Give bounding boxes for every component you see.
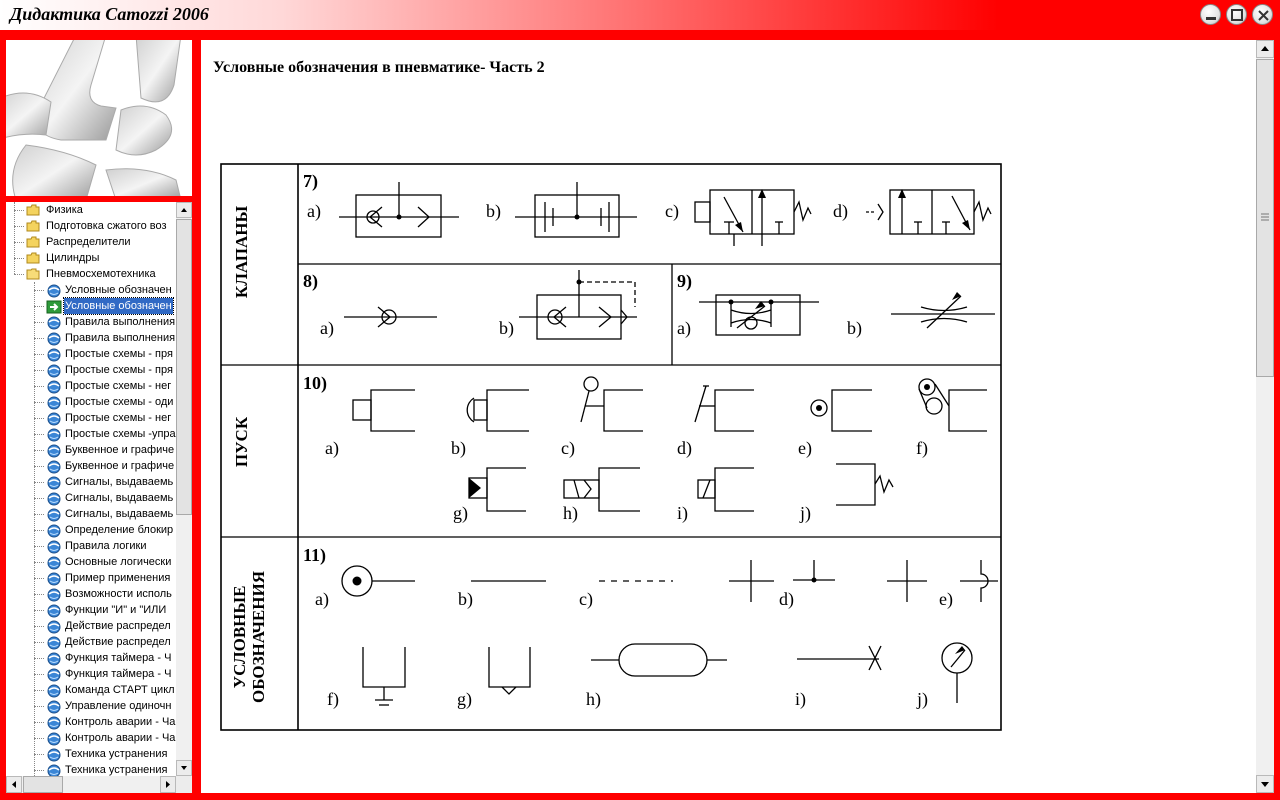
tree-connector: [34, 466, 44, 467]
tree-connector: [34, 562, 44, 563]
tree-line: [14, 202, 15, 274]
tree-item-label: Контроль аварии - Ча: [65, 732, 176, 744]
tree-connector: [34, 434, 44, 435]
tree-item-label: Распределители: [46, 236, 131, 248]
tree-item-label: Условные обозначен: [65, 300, 172, 312]
tree-item-label: Простые схемы - пря: [65, 364, 173, 376]
tree-item-label: Контроль аварии - Ча: [65, 716, 176, 728]
tree-item[interactable]: [6, 266, 176, 282]
row-label-start: ПУСК: [232, 416, 251, 468]
label-8a: a): [320, 318, 334, 338]
tree-item-label: Буквенное и графиче: [65, 460, 175, 472]
tree-item-label: Определение блокир: [65, 524, 174, 536]
tree-connector: [34, 690, 44, 691]
tree-item[interactable]: [6, 314, 176, 330]
label-11i: i): [795, 689, 806, 709]
tree-connector: [34, 370, 44, 371]
label-7d: d): [833, 201, 848, 221]
tree-item-label: Условные обозначен: [65, 284, 172, 296]
tree-item-label: Пример применения: [65, 572, 171, 584]
row-label-symbols-line1: УСЛОВНЫЕ: [230, 585, 249, 689]
tree-hscroll-thumb[interactable]: [23, 776, 63, 793]
tree-connector: [14, 258, 24, 259]
tree-connector: [14, 210, 24, 211]
tree-item[interactable]: [6, 506, 176, 522]
tree-item[interactable]: [6, 746, 176, 762]
tree-item[interactable]: [6, 602, 176, 618]
tree-connector: [34, 658, 44, 659]
label-10i: i): [677, 503, 688, 523]
tree-connector: [34, 482, 44, 483]
tree-vertical-scrollbar[interactable]: [176, 202, 192, 776]
tree-item[interactable]: [6, 682, 176, 698]
tree-item[interactable]: [6, 458, 176, 474]
tree-item[interactable]: [6, 538, 176, 554]
tree-item[interactable]: [6, 330, 176, 346]
tree-item[interactable]: [6, 202, 176, 218]
tree-connector: [34, 418, 44, 419]
label-10g: g): [453, 503, 468, 523]
tree-item[interactable]: [6, 762, 176, 776]
tree-item[interactable]: [6, 394, 176, 410]
tree-connector: [34, 322, 44, 323]
tree-item-label: Буквенное и графиче: [65, 444, 175, 456]
label-11e: e): [939, 589, 953, 609]
tree-item-label: Простые схемы - нег: [65, 412, 172, 424]
tree-item-label: Функция таймера - Ч: [65, 668, 172, 680]
tree-connector: [34, 626, 44, 627]
tree-connector: [34, 674, 44, 675]
grip-icon: [1257, 60, 1273, 376]
tree-connector: [34, 578, 44, 579]
label-10j: j): [800, 503, 811, 523]
close-icon: [1253, 5, 1274, 26]
tree-item-label: Техника устранения: [65, 748, 168, 760]
tree-scroll-up-button[interactable]: [176, 202, 192, 218]
minimize-button[interactable]: [1200, 4, 1221, 25]
tree-item-label: Пневмосхемотехника: [46, 268, 156, 280]
tree-item-label: Простые схемы - нег: [65, 380, 172, 392]
tree-connector: [34, 450, 44, 451]
tree-item-label: Правила логики: [65, 540, 147, 552]
tree-item[interactable]: [6, 378, 176, 394]
arrow-left-icon: [7, 777, 21, 792]
tree-item-label: Сигналы, выдаваемь: [65, 492, 174, 504]
tree-connector: [34, 706, 44, 707]
tree-item[interactable]: [6, 250, 176, 266]
tree-item-label: Возможности исполь: [65, 588, 172, 600]
tree-connector: [34, 722, 44, 723]
arrow-down-icon: [1257, 776, 1273, 792]
tree-connector: [34, 594, 44, 595]
label-11d: d): [779, 589, 794, 609]
tree-item-label: Действие распредел: [65, 636, 171, 648]
content-vertical-scrollbar[interactable]: [1256, 40, 1274, 793]
arrow-up-icon: [1257, 41, 1273, 57]
tree-item[interactable]: [6, 730, 176, 746]
tree-item-label: Функции "И" и "ИЛИ: [65, 604, 167, 616]
tree-connector: [34, 402, 44, 403]
tree-item-label: Цилиндры: [46, 252, 100, 264]
tree-item[interactable]: [6, 554, 176, 570]
maximize-button[interactable]: [1226, 4, 1247, 25]
tree-item-label: Простые схемы - пря: [65, 348, 173, 360]
tree-item-label: Сигналы, выдаваемь: [65, 476, 174, 488]
tree-connector: [34, 354, 44, 355]
tree-item[interactable]: [6, 410, 176, 426]
tree-item-label: Физика: [46, 204, 83, 216]
label-10f: f): [916, 438, 928, 458]
tree-connector: [34, 530, 44, 531]
tree-connector: [34, 306, 44, 307]
tree-item-label: Сигналы, выдаваемь: [65, 508, 174, 520]
tree-connector: [14, 226, 24, 227]
tree-scroll-down-button[interactable]: [176, 760, 192, 776]
section-8: 8): [303, 271, 318, 291]
label-10h: h): [563, 503, 578, 523]
content-scroll-down-button[interactable]: [1256, 775, 1274, 793]
tree-connector: [34, 498, 44, 499]
section-10: 10): [303, 373, 327, 393]
window-title: Дидактика Camozzi 2006: [10, 4, 209, 24]
tree-item-label: Действие распредел: [65, 620, 171, 632]
tree-scroll-left-button[interactable]: [6, 776, 22, 793]
content-panel: [201, 40, 1274, 793]
tree-item-label: Простые схемы -упра: [65, 428, 176, 440]
label-8b: b): [499, 318, 514, 338]
tree-item[interactable]: [6, 442, 176, 458]
tree-connector: [34, 290, 44, 291]
tree-item[interactable]: [6, 298, 176, 314]
tree-item-label: Функция таймера - Ч: [65, 652, 172, 664]
tree-item[interactable]: [6, 586, 176, 602]
scrollbar-corner: [176, 776, 192, 793]
label-10e: e): [798, 438, 812, 458]
close-button[interactable]: [1252, 4, 1273, 25]
tree-item[interactable]: [6, 490, 176, 506]
tree-item[interactable]: [6, 474, 176, 490]
label-11a: a): [315, 589, 329, 609]
tree-line: [34, 282, 35, 776]
label-10d: d): [677, 438, 692, 458]
logo-panel: [6, 40, 192, 196]
content-scroll-up-button[interactable]: [1256, 40, 1274, 58]
tree-item-label: Подготовка сжатого воз: [46, 220, 167, 232]
tree-item-label: Управление одиночн: [65, 700, 172, 712]
arrow-up-icon: [177, 203, 191, 217]
tree-item[interactable]: [6, 714, 176, 730]
tree-item-label: Техника устранения: [65, 764, 168, 776]
tree-item-label: Основные логически: [65, 556, 172, 568]
tree-connector: [34, 338, 44, 339]
tree-item[interactable]: [6, 234, 176, 250]
arrow-right-icon: [161, 777, 175, 792]
label-11j: j): [917, 689, 928, 709]
section-11: 11): [303, 545, 327, 565]
label-11h: h): [586, 689, 601, 709]
label-7c: c): [665, 201, 679, 221]
tree-connector: [14, 274, 24, 275]
tree-scroll-thumb[interactable]: [176, 219, 192, 515]
pneumatic-symbols-diagram: [219, 162, 1003, 734]
tree-item-label: Правила выполнения: [65, 332, 176, 344]
tree-item[interactable]: [6, 650, 176, 666]
label-11g: g): [457, 689, 472, 709]
label-11c: c): [579, 589, 593, 609]
section-7: 7): [303, 171, 318, 191]
row-label-symbols-line2: ОБОЗНАЧЕНИЯ: [249, 571, 268, 703]
tree-item-label: Простые схемы - оди: [65, 396, 174, 408]
label-7b: b): [486, 201, 501, 221]
tree-item[interactable]: [6, 618, 176, 634]
tree-connector: [34, 514, 44, 515]
tree-connector: [34, 642, 44, 643]
tree-connector: [34, 770, 44, 771]
label-10c: c): [561, 438, 575, 458]
tree-connector: [34, 754, 44, 755]
tree-connector: [34, 546, 44, 547]
section-9: 9): [677, 271, 692, 291]
tree-list: [6, 202, 176, 776]
tree-item[interactable]: [6, 426, 176, 442]
tree-item[interactable]: [6, 522, 176, 538]
tree-connector: [34, 386, 44, 387]
tree-item[interactable]: [6, 362, 176, 378]
tree-item[interactable]: [6, 666, 176, 682]
tree-item[interactable]: [6, 570, 176, 586]
tree-connector: [34, 738, 44, 739]
minimize-icon: [1201, 5, 1222, 26]
tree-item-label: Правила выполнения: [65, 316, 176, 328]
camozzi-logo: [6, 40, 192, 196]
navigation-tree: [6, 202, 192, 793]
tree-horizontal-scrollbar[interactable]: [6, 776, 176, 793]
tree-item[interactable]: [6, 282, 176, 298]
tree-item[interactable]: [6, 698, 176, 714]
label-10b: b): [451, 438, 466, 458]
tree-scroll-right-button[interactable]: [160, 776, 176, 793]
label-11f: f): [327, 689, 339, 709]
row-label-valves: КЛАПАНЫ: [232, 205, 251, 299]
label-10a: a): [325, 438, 339, 458]
document-icon: [46, 764, 62, 776]
arrow-down-icon: [177, 761, 191, 775]
tree-item[interactable]: [6, 634, 176, 650]
tree-connector: [34, 610, 44, 611]
tree-item-label: Команда СТАРТ цикл: [65, 684, 175, 696]
tree-item[interactable]: [6, 346, 176, 362]
maximize-icon: [1227, 5, 1248, 26]
label-7a: a): [307, 201, 321, 221]
tree-connector: [14, 242, 24, 243]
label-11b: b): [458, 589, 473, 609]
tree-item[interactable]: [6, 218, 176, 234]
content-scroll-thumb[interactable]: [1256, 59, 1274, 377]
label-9a: a): [677, 318, 691, 338]
page-title: Условные обозначения в пневматике- Часть 2: [213, 59, 545, 76]
title-bar: [0, 0, 1280, 30]
label-9b: b): [847, 318, 862, 338]
